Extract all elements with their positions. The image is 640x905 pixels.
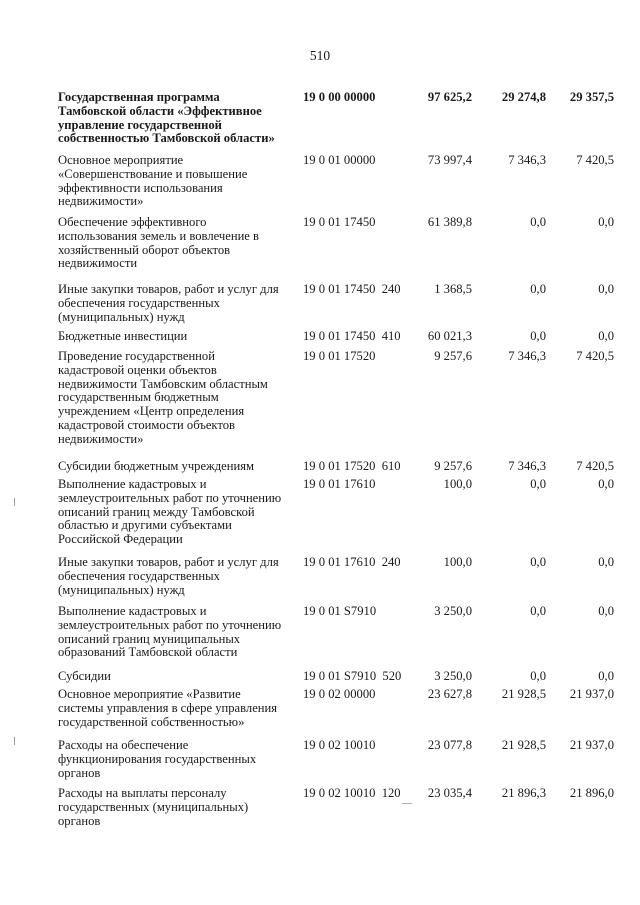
row-value-2: 0,0 bbox=[530, 329, 546, 343]
row-value-1: 23 077,8 bbox=[427, 738, 472, 752]
row-value-2: 21 928,5 bbox=[501, 687, 546, 701]
row-value-2: 0,0 bbox=[530, 282, 546, 296]
row-value-1: 1 368,5 bbox=[434, 282, 472, 296]
row-code: 19 0 01 17610 bbox=[303, 477, 376, 491]
row-value-3: 0,0 bbox=[598, 329, 614, 343]
row-value-2: 0,0 bbox=[530, 555, 546, 569]
row-value-3: 0,0 bbox=[598, 215, 614, 229]
row-name: Проведение государственной кадастровой оценки объектов недвижимости Тамбовским областным государственным бюджетным учреждением «Центр определения кадастровой стоимости объектов недвижимости» bbox=[58, 349, 268, 446]
row-value-2: 0,0 bbox=[530, 477, 546, 491]
row-code: 19 0 02 10010 bbox=[303, 738, 376, 752]
row-name: Выполнение кадастровых и землеустроительных работ по уточнению описаний границ между Тамбовской областью и другими субъектами Российской Федерации bbox=[58, 477, 282, 547]
page-number: 510 bbox=[309, 48, 331, 63]
row-value-1: 23 035,4 bbox=[427, 786, 472, 800]
row-name: Расходы на обеспечение функционирования государственных органов bbox=[58, 738, 257, 780]
row-code: 19 0 02 10010 120 bbox=[303, 786, 401, 800]
row-name: Основное мероприятие «Развитие системы управления в сфере управления государственной собственностью» bbox=[58, 687, 278, 729]
row-value-3: 21 896,0 bbox=[569, 786, 614, 800]
row-name: Расходы на выплаты персоналу государственных (муниципальных) органов bbox=[58, 786, 249, 828]
row-value-1: 61 389,8 bbox=[427, 215, 472, 229]
row-value-2: 29 274,8 bbox=[501, 90, 546, 104]
row-value-2: 7 346,3 bbox=[508, 349, 546, 363]
row-value-3: 0,0 bbox=[598, 477, 614, 491]
scan-margin-mark bbox=[14, 498, 15, 506]
row-code: 19 0 01 S7910 bbox=[303, 604, 377, 618]
row-value-2: 21 896,3 bbox=[501, 786, 546, 800]
row-value-2: 7 346,3 bbox=[508, 459, 546, 473]
row-name: Основное мероприятие «Совершенствование и повышение эффективности использования недвижимости» bbox=[58, 153, 248, 209]
row-name: Выполнение кадастровых и землеустроительных работ по уточнению описаний границ муниципальных образований Тамбовской области bbox=[58, 604, 282, 660]
row-name: Субсидии бюджетным учреждениям bbox=[58, 459, 254, 473]
row-value-3: 0,0 bbox=[598, 555, 614, 569]
row-name: Иные закупки товаров, работ и услуг для обеспечения государственных (муниципальных) нужд bbox=[58, 555, 279, 597]
scan-margin-mark bbox=[14, 737, 15, 745]
row-value-1: 100,0 bbox=[443, 477, 472, 491]
row-value-1: 100,0 bbox=[443, 555, 472, 569]
row-code: 19 0 00 00000 bbox=[303, 90, 376, 104]
row-value-1: 9 257,6 bbox=[434, 459, 472, 473]
row-code: 19 0 01 S7910 520 bbox=[303, 669, 402, 683]
row-value-3: 0,0 bbox=[598, 669, 614, 683]
row-code: 19 0 01 17520 610 bbox=[303, 459, 401, 473]
row-name: Бюджетные инвестиции bbox=[58, 329, 188, 343]
row-code: 19 0 02 00000 bbox=[303, 687, 376, 701]
row-value-2: 7 346,3 bbox=[508, 153, 546, 167]
row-value-3: 7 420,5 bbox=[576, 459, 614, 473]
row-value-1: 9 257,6 bbox=[434, 349, 472, 363]
row-name: Обеспечение эффективного использования земель и вовлечение в хозяйственный оборот объектов недвижимости bbox=[58, 215, 259, 271]
row-name: Субсидии bbox=[58, 669, 111, 683]
row-code: 19 0 01 17450 410 bbox=[303, 329, 401, 343]
row-value-3: 29 357,5 bbox=[569, 90, 614, 104]
row-value-1: 23 627,8 bbox=[427, 687, 472, 701]
row-value-2: 0,0 bbox=[530, 215, 546, 229]
row-value-3: 21 937,0 bbox=[569, 738, 614, 752]
row-value-3: 7 420,5 bbox=[576, 153, 614, 167]
row-value-1: 97 625,2 bbox=[427, 90, 472, 104]
row-value-3: 0,0 bbox=[598, 604, 614, 618]
row-value-1: 60 021,3 bbox=[427, 329, 472, 343]
row-code: 19 0 01 00000 bbox=[303, 153, 376, 167]
row-code: 19 0 01 17450 240 bbox=[303, 282, 401, 296]
scan-margin-mark bbox=[402, 803, 412, 804]
row-value-1: 3 250,0 bbox=[434, 669, 472, 683]
row-value-1: 3 250,0 bbox=[434, 604, 472, 618]
row-value-3: 7 420,5 bbox=[576, 349, 614, 363]
row-value-3: 0,0 bbox=[598, 282, 614, 296]
row-name: Государственная программа Тамбовской области «Эффективное управление государственной собственностью Тамбовской области» bbox=[58, 90, 275, 146]
row-value-3: 21 937,0 bbox=[569, 687, 614, 701]
row-code: 19 0 01 17610 240 bbox=[303, 555, 401, 569]
row-value-2: 21 928,5 bbox=[501, 738, 546, 752]
row-code: 19 0 01 17450 bbox=[303, 215, 376, 229]
row-value-1: 73 997,4 bbox=[427, 153, 472, 167]
row-value-2: 0,0 bbox=[530, 669, 546, 683]
row-code: 19 0 01 17520 bbox=[303, 349, 376, 363]
row-value-2: 0,0 bbox=[530, 604, 546, 618]
row-name: Иные закупки товаров, работ и услуг для обеспечения государственных (муниципальных) нужд bbox=[58, 282, 279, 324]
